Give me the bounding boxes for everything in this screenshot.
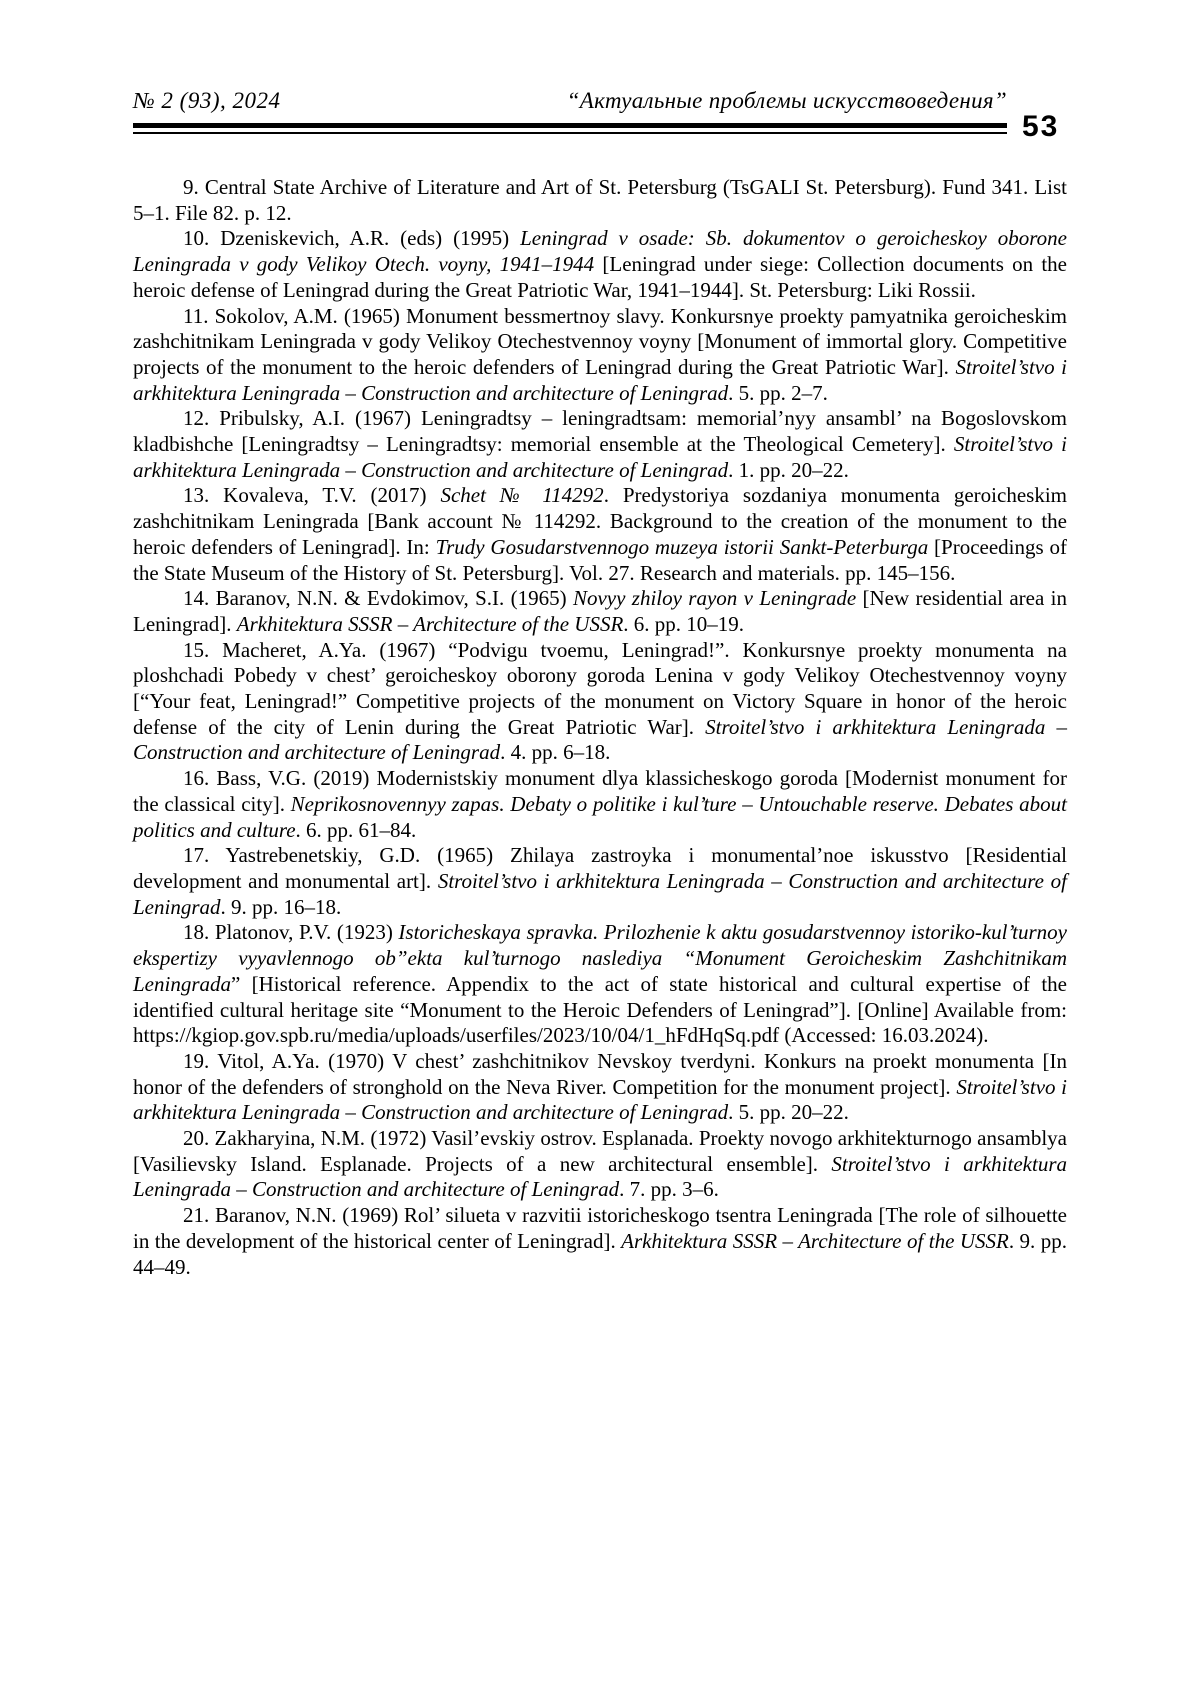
reference-text-segment: . 6. pp. 61–84. [295,817,417,842]
reference-text-segment: 19. Vitol, A.Ya. (1970) V chest’ zashchitnikov Nevskoy tverdyni. Konkurs na proekt monumenta [In honor of the defenders of stronghold on the Neva River. Competition for the monument project]. [133,1048,1067,1099]
reference-text-segment: . 9. pp. 44–49. [133,1228,1067,1279]
reference-text-segment: Stroitel’stvo i arkhitektura Leningrada – Construction and architecture of Leningrad [133,1151,1068,1202]
divider-thin-line [133,132,1007,134]
reference-item [133,406,1067,483]
divider-thick-line [133,123,1007,128]
reference-item [133,1203,1067,1280]
reference-text-segment: . 1. pp. 20–22. [728,457,849,482]
reference-text-segment: [Leningrad under siege: Collection documents on the heroic defense of Leningrad during the Great Patriotic War, 1941–1944]. St. Petersburg: Liki Rossii. [133,252,1067,302]
reference-item [133,586,1067,637]
header-divider-rule [133,123,1007,134]
page-header [133,88,1007,114]
reference-item [133,1049,1067,1126]
reference-text-segment: [New residential area in Leningrad]. [133,586,1067,636]
header-issue-info: № 2 (93), 2024 [133,88,281,113]
header-journal-title: “Актуальные проблемы искусствоведения” [566,88,1007,113]
reference-text-segment: 17. Yastrebenetskiy, G.D. (1965) Zhilaya zastroyka i monumental’noe iskusstvo [Residential development and monumental art]. [133,843,1067,893]
reference-text-segment: Stroitel’stvo i arkhitektura Leningrada – Construction and architecture of Leningrad [133,868,1067,919]
reference-text-segment: 13. Kovaleva, T.V. (2017) [183,483,441,508]
reference-item [133,1126,1067,1203]
reference-text-segment: ” [Historical reference. Appendix to the act of state historical and cultural expertise of the identified cultural heritage site “Monument to the Heroic Defenders of Leningrad”]. [Online] Available from: https://kgiop.gov.spb.ru/media/uploads/userfiles/2023/10/04/1_hFdHqSq.pdf (Accessed: 16.03.2024). [133,971,1067,1048]
reference-text-segment: Stroitel’stvo i arkhitektura Leningrada – Construction and architecture of Leningrad [133,1074,1068,1125]
reference-item [133,226,1067,303]
reference-text-segment: . Predystoriya sozdaniya monumenta geroicheskim zashchitnikam Leningrada [Bank account № 114292. Background to the creation of the monument to the heroic defenders of Leningrad]. In: [133,483,1067,559]
reference-item [133,483,1067,586]
reference-text-segment: Novyy zhiloy rayon v Leningrade [572,586,857,611]
reference-text-segment: . 9. pp. 16–18. [220,894,342,919]
reference-text-segment: Stroitel’stvo i arkhitektura Leningrada – Construction and architecture of Leningrad [133,714,1067,765]
reference-item [133,920,1067,1049]
reference-item [133,843,1067,920]
reference-text-segment: . 5. pp. 20–22. [728,1100,849,1125]
reference-text-segment: 12. Pribulsky, A.I. (1967) Leningradtsy – leningradtsam: memorial’nyy ansambl’ na Bogoslovskom kladbishche [Leningradtsy – Leningradtsy: memorial ensemble at the Theological Cemetery]. [133,406,1067,457]
reference-text-segment: 11. Sokolov, A.M. (1965) Monument bessmertnoy slavy. Konkursnye proekty pamyatnika geroicheskim zashchitnikam Leningrada v gody Velikoy Otechestvennoy voyny [Monument of immortal glory. Competitive projects of the monument to the heroic defenders of Leningrad during the Great Patriotic War]. [133,303,1067,379]
reference-text-segment: Stroitel’stvo i arkhitektura Leningrada – Construction and architecture of Leningrad [133,432,1067,482]
reference-text-segment: 9. Central State Archive of Literature and Art of St. Petersburg (TsGALI St. Petersburg). Fund 341. List 5–1. File 82. p. 12. [133,175,1067,225]
reference-item [133,304,1067,407]
reference-text-segment: Arkhitektura SSSR – Architecture of the USSR [236,611,624,636]
reference-text-segment: 15. Macheret, A.Ya. (1967) “Podvigu tvoemu, Leningrad!”. Konkursnye proekty monumenta na ploshchadi Pobedy v chest’ geroicheskoy oborony goroda Lenina v gody Velikoy Otechestvennoy voyny [“Your feat, Leningrad!” Competitive projects of the monument on Victory Square in honor of the heroic defense of the city of Lenin during the Great Patriotic War]. [133,637,1067,739]
reference-text-segment: 10. Dzeniskevich, A.R. (eds) (1995) [183,226,521,251]
reference-text-segment: 16. Bass, V.G. (2019) Modernistskiy monument dlya klassicheskogo goroda [Modernist monument for the classical city]. [133,766,1067,816]
page-number: 53 [1022,110,1060,143]
reference-text-segment: Arkhitektura SSSR – Architecture of the USSR [621,1228,1009,1253]
reference-text-segment: Istoricheskaya spravka. Prilozhenie k aktu gosudarstvennoy istoriko-kul’turnoy ekspertizy vyyavlennogo ob”ekta kul’turnogo naslediya “Monument Geroicheskim Zashchitnikam Leningrada [133,920,1067,996]
reference-text-segment: 21. Baranov, N.N. (1969) Rol’ silueta v razvitii istoricheskogo tsentra Leningrada [The role of silhouette in the development of the historical center of Leningrad]. [133,1203,1067,1253]
references-list [133,175,1067,1280]
reference-item [133,175,1067,226]
reference-text-segment: 14. Baranov, N.N. & Evdokimov, S.I. (1965) [183,586,573,611]
reference-text-segment: 18. Platonov, P.V. (1923) [183,920,399,945]
reference-text-segment: . 4. pp. 6–18. [500,740,611,765]
reference-text-segment: . 6. pp. 10–19. [623,611,745,636]
reference-text-segment: Schet № 114292 [440,483,604,508]
reference-text-segment: Neprikosnovennyy zapas. Debaty o politike i kul’ture – Untouchable reserve. Debates about politics and culture [133,791,1067,842]
reference-text-segment: Leningrad v osade: Sb. dokumentov o geroicheskoy oborone Leningrada v gody Velikoy Otech. voyny, 1941–1944 [133,226,1067,277]
reference-text-segment: 20. Zakharyina, N.M. (1972) Vasil’evskiy ostrov. Esplanada. Proekty novogo arkhitekturnogo ansamblya [Vasilievsky Island. Esplanade. Projects of a new architectural ensemble]. [133,1126,1067,1176]
reference-text-segment: . 5. pp. 2–7. [728,380,828,405]
reference-text-segment: Stroitel’stvo i arkhitektura Leningrada – Construction and architecture of Leningrad [133,354,1068,405]
reference-text-segment: Trudy Gosudarstvennogo muzeya istorii Sankt-Peterburga [435,534,929,559]
reference-item [133,766,1067,843]
reference-text-segment: . 7. pp. 3–6. [619,1177,719,1202]
reference-text-segment: [Proceedings of the State Museum of the History of St. Petersburg]. Vol. 27. Research and materials. pp. 145–156. [133,534,1068,585]
reference-item [133,638,1067,767]
